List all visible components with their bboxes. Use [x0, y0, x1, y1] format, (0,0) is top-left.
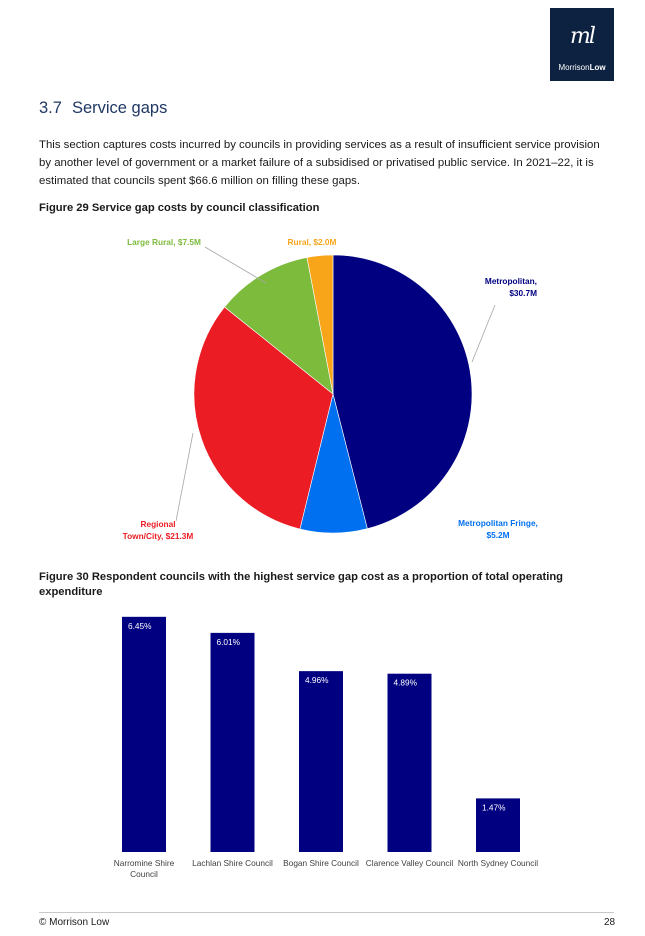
bar	[122, 617, 166, 852]
footer-copyright: © Morrison Low	[39, 917, 110, 928]
logo-mark: ml	[570, 24, 594, 49]
service-gap-pie-chart	[0, 228, 645, 558]
bar-data-label: 6.01%	[216, 636, 241, 647]
service-gap-bar-chart	[0, 605, 645, 885]
morrison-low-logo	[550, 8, 614, 81]
logo-text-bold: Low	[589, 63, 606, 72]
section-title: Service gaps	[71, 99, 168, 117]
section-heading	[39, 99, 167, 118]
pie-leader-line	[176, 433, 193, 521]
bar-category-label: Narromine Shire	[113, 858, 175, 868]
bar-category-label: Clarence Valley Council	[365, 858, 454, 868]
section-body-text: This section captures costs incurred by councils in providing services as a result of insufficient service provision by another level of government or a market failure of a subsidised or privatised public service. In 2021–22, it is estimated that councils spent $66.6 million on filling these gaps.	[39, 139, 600, 187]
bar-data-label: 4.89%	[393, 677, 418, 688]
bar-data-label: 4.96%	[305, 675, 329, 686]
pie-slice-label: Metropolitan Fringe,	[458, 518, 538, 528]
pie-slice-label: $30.7M	[509, 288, 537, 298]
pie-slice-label: Rural, $2.0M	[287, 237, 337, 247]
page-number: 28	[604, 917, 616, 928]
pie-slice-label: Regional	[140, 519, 176, 529]
pie-slice-label: Large Rural, $7.5M	[127, 237, 201, 247]
bar-category-label: Lachlan Shire Council	[192, 858, 273, 868]
bar-category-label: North Sydney Council	[457, 858, 539, 868]
bar-data-label: 6.45%	[128, 620, 152, 631]
pie-slice-label: Town/City, $21.3M	[122, 531, 194, 541]
figure-29-caption: Figure 29 Service gap costs by council classification	[39, 202, 320, 214]
bar	[388, 674, 432, 852]
bar-category-label: Council	[130, 869, 158, 879]
bar-category-label: Bogan Shire Council	[283, 858, 359, 868]
pie-slice-label: Metropolitan,	[484, 276, 537, 286]
pie-leader-line	[205, 247, 266, 283]
bar	[299, 671, 343, 852]
section-number: 3.7	[39, 99, 62, 117]
bar-data-label: 1.47%	[482, 802, 506, 813]
figure-30-caption: Figure 30 Respondent councils with the highest service gap cost as a proportion of total operating expenditure	[39, 571, 564, 598]
logo-text-light: Morrison	[558, 63, 590, 72]
logo-wordmark	[550, 63, 614, 72]
bar	[211, 633, 255, 852]
pie-slice-label: $5.2M	[486, 530, 510, 540]
pie-leader-line	[472, 305, 495, 362]
footer-divider	[39, 912, 614, 913]
